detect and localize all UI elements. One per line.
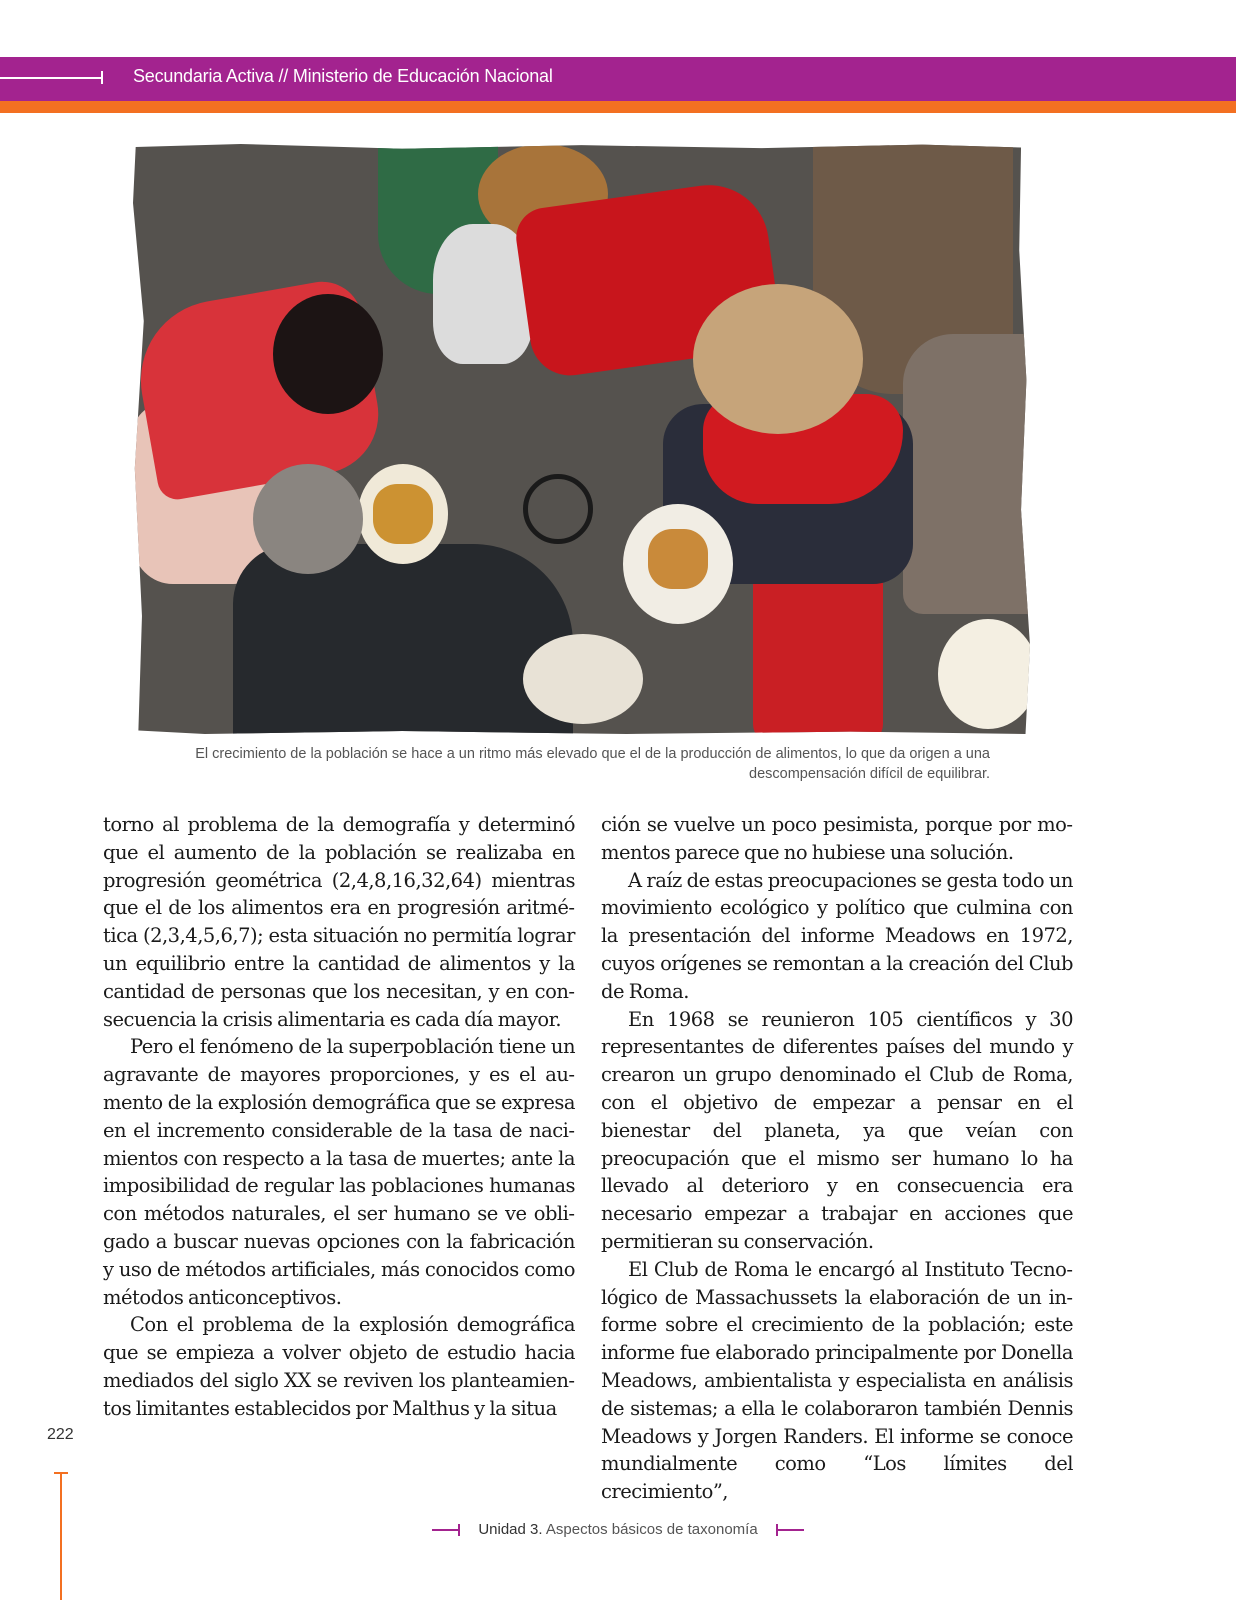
paragraph: A raíz de estas preocupaciones se gesta todo un movimiento ecológico y político que culmina con la presentación del informe Meadows en 1972, cuyos orígenes se remontan a la creación del Club de Roma. [601, 868, 1073, 1003]
photo-caption [165, 744, 990, 784]
page-number: 222 [47, 1426, 74, 1443]
paragraph: Con el problema de la explosión demográfica que se empieza a volver objeto de estudio hacia mediados del siglo XX se reviven los planteamientos limitantes establecidos por Malthus y la situa [103, 1313, 575, 1420]
left-column [103, 811, 575, 1423]
header-rule-tick [101, 71, 103, 84]
header-rule [0, 77, 102, 79]
caption-line-2: descompensación difícil de equilibrar. [749, 766, 990, 782]
footer-left-marker [432, 1529, 460, 1531]
paragraph: ción se vuelve un poco pesimista, porque por momentos parece que no hubiese una solución. [601, 813, 1073, 864]
right-column [601, 811, 1073, 1506]
footer [0, 1521, 1236, 1538]
paragraph: Pero el fenómeno de la superpoblación tiene un agravante de mayores proporciones, y es el aumento de la explosión demográfica que se expresa en el incremento considerable de la tasa de nacimientos con respecto a la tasa de muertes; ante la imposibilidad de regular las poblaciones humanas con métodos naturales, el ser humano se ve obligado a buscar nuevas opciones con la fabricación y uso de métodos artificiales, más conocidos como métodos anticonceptivos. [103, 1035, 575, 1309]
caption-line-1: El crecimiento de la población se hace a un ritmo más elevado que el de la producción de alimentos, lo que da origen a una [195, 746, 990, 762]
photo-crowd-sharing-food [133, 144, 1030, 734]
footer-topic: Aspectos básicos de taxonomía [545, 1521, 758, 1538]
footer-right-marker [776, 1529, 804, 1531]
paragraph: torno al problema de la demografía y determinó que el aumento de la población se realizaba en progresión geométrica (2,4,8,16,32,64) mientras que el de los alimentos era en progresión aritmética (2,3,4,5,6,7); esta situación no permitía lograr un equilibrio entre la cantidad de alimentos y la cantidad de personas que los necesitan, y en consecuencia la crisis alimentaria es cada día mayor. [103, 813, 575, 1031]
paragraph: El Club de Roma le encargó al Instituto Tecnológico de Massachussets la elaboración de un informe sobre el crecimiento de la población; este informe fue elaborado principalmente por Donella Meadows, ambientalista y especialista en análisis de sistemas; a ella le colaboraron también Dennis Meadows y Jorgen Randers. El informe se conoce mundialmente como “Los límites del crecimiento”, [601, 1257, 1073, 1504]
header-accent-stripe [0, 101, 1236, 113]
paragraph: En 1968 se reunieron 105 científicos y 30 representantes de diferentes países del mundo y crearon un grupo denominado el Club de Roma, con el objetivo de empezar a pensar en el bienestar del planeta, ya que veían con preocupación que el mismo ser humano lo ha llevado al deterioro y en consecuencia era necesario empezar a trabajar en acciones que permitieran su conservación. [601, 1007, 1073, 1253]
header-title: Secundaria Activa // Ministerio de Educación Nacional [133, 66, 553, 86]
footer-unit: Unidad 3. [478, 1521, 543, 1538]
